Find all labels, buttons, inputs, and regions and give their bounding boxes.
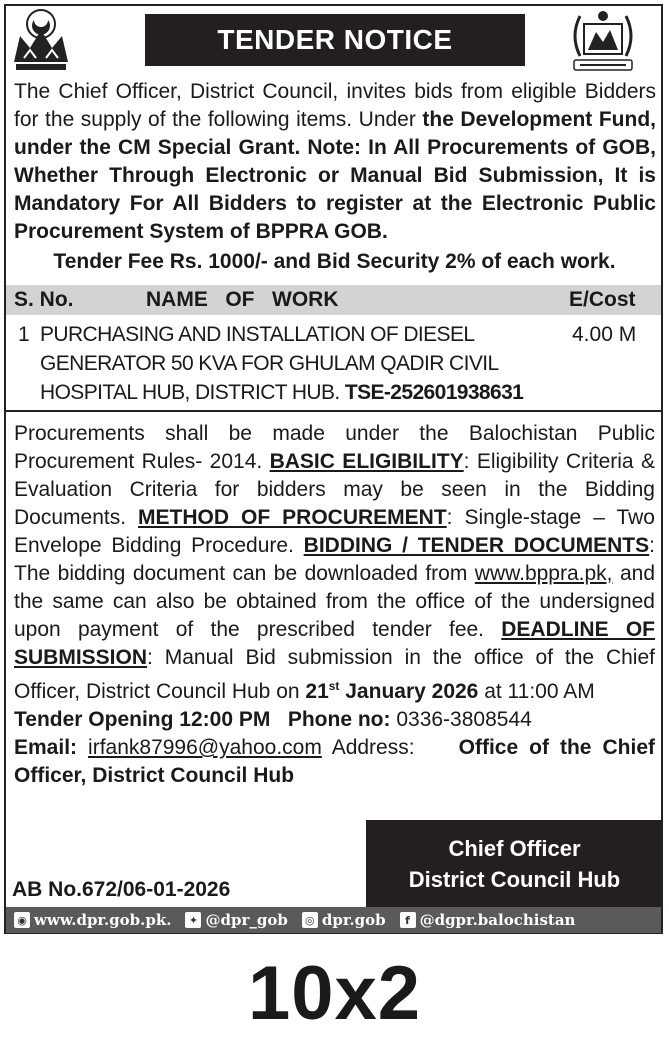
website-text: www.dpr.gob.pk.: [34, 911, 172, 929]
procurement-details: [14, 420, 655, 790]
body-text-1: Procurements shall be made under the Balochistan Public Procurement Rules- 2014.: [14, 422, 655, 473]
instagram-handle: dpr.gob: [321, 911, 386, 929]
bppra-link[interactable]: www.bppra.pk,: [474, 562, 613, 585]
phone-label: Phone no:: [287, 708, 391, 731]
body-text-5: and the same can also be obtained from the office of the undersigned upon payment of the prescribed tender fee.: [14, 562, 656, 641]
address-value: Office of the Chief Officer, District Council Hub: [14, 736, 655, 787]
body-text-7: at 11:00 AM: [478, 680, 595, 703]
intro-bold-text: the Development Fund, under the CM Special Grant. Note: In All Procurements of GOB, Whether Through Electronic or Manual Bid Submission, It is Mandatory For All Bidders to register at the Electronic Public Procurement System of BPPRA GOB.: [14, 108, 656, 243]
footer-instagram[interactable]: [302, 911, 386, 929]
table-row: [6, 318, 661, 412]
tender-opening: Tender Opening 12:00 PM: [14, 708, 271, 731]
date-month-year: January 2026: [339, 680, 479, 703]
email-link[interactable]: irfank87996@yahoo.com: [88, 736, 322, 759]
row-tse: TSE-252601938631: [344, 381, 524, 404]
row-cost: 4.00 M: [572, 323, 637, 346]
twitter-icon: ✦: [185, 912, 201, 928]
bidding-documents-heading: BIDDING / TENDER DOCUMENTS: [303, 534, 650, 557]
address-label: Address:: [321, 736, 415, 759]
intro-text: The Chief Officer, District Council, invites bids from eligible Bidders for the supply of the following items. Under: [14, 80, 656, 131]
header-sno: S. No.: [14, 288, 74, 311]
footer-twitter[interactable]: [185, 911, 287, 929]
ab-number: AB No.672/06-01-2026: [12, 878, 231, 901]
globe-icon: ◉: [14, 912, 30, 928]
government-seal-icon: [566, 6, 640, 76]
body-text-3: : Single-stage – Two Envelope Bidding Procedure.: [14, 506, 655, 557]
date-day: 21: [305, 680, 329, 703]
footer-bar: [6, 907, 661, 933]
signature-block: [366, 820, 663, 908]
body-text-2: : Eligibility Criteria & Evaluation Criteria for bidders may be seen in the Bidding Documents.: [14, 450, 655, 529]
header-ecost: E/Cost: [569, 288, 636, 311]
date-suffix: st: [328, 679, 340, 693]
deadline-date: [305, 680, 478, 703]
header-name-of-work: NAME OF WORK: [146, 288, 339, 311]
row-work: [40, 320, 560, 407]
facebook-icon: f: [400, 912, 416, 928]
table-header: [6, 285, 661, 315]
signature-office: District Council Hub: [408, 867, 621, 892]
body-text-6: : Manual Bid submission in the office of the Chief Officer, District Council Hub on: [14, 646, 655, 703]
body-text-4: : The bidding document can be downloaded from: [14, 534, 655, 585]
facebook-handle: @dgpr.balochistan: [419, 911, 576, 929]
instagram-icon: ◎: [302, 912, 318, 928]
footer-website[interactable]: [14, 911, 171, 929]
deadline-heading: DEADLINE OF SUBMISSION: [14, 618, 655, 669]
balochistan-emblem-icon: [10, 6, 72, 76]
row-work-text: PURCHASING AND INSTALLATION OF DIESEL GENERATOR 50 KVA FOR GHULAM QADIR CIVIL HOSPITAL HUB, DISTRICT HUB.: [40, 323, 498, 404]
basic-eligibility-heading: BASIC ELIGIBILITY: [269, 450, 464, 473]
ad-size-label: 10x2: [247, 951, 422, 1036]
notice-title: TENDER NOTICE: [145, 14, 525, 66]
footer-facebook[interactable]: [400, 911, 576, 929]
twitter-handle: @dpr_gob: [205, 911, 288, 929]
row-sno: 1: [18, 323, 30, 346]
phone-number: 0336-3808544: [390, 708, 532, 731]
signature-title: Chief Officer: [448, 836, 581, 861]
method-of-procurement-heading: METHOD OF PROCUREMENT: [138, 506, 447, 529]
intro-paragraph: [14, 78, 656, 246]
email-label: Email:: [14, 736, 78, 759]
tender-fee-line: Tender Fee Rs. 1000/- and Bid Security 2% of each work.: [53, 250, 616, 273]
